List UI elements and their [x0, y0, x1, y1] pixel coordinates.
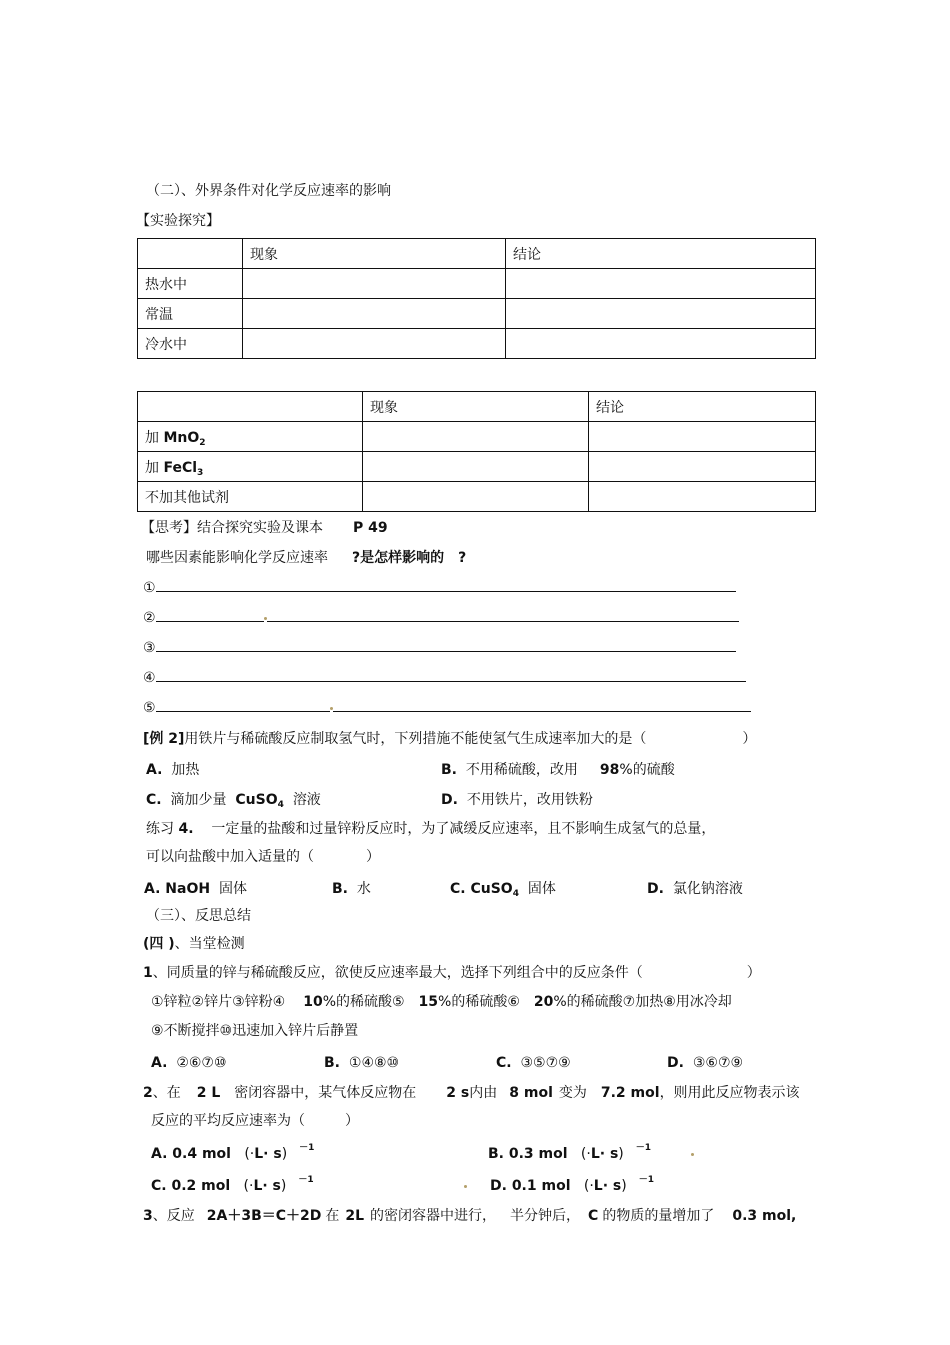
table-cell — [138, 239, 243, 269]
q2-stem: 2、在 2 L 密闭容器中，某气体反应物在 2 s内由 8 mol 变为 7.2 mol，则用此反应物表示该 — [143, 1085, 800, 1101]
table-header-phenomenon: 现象 — [243, 239, 506, 269]
example2-option-d: D. 不用铁片，改用铁粉 — [441, 792, 593, 808]
answer-blank-1[interactable]: ① — [143, 579, 736, 597]
practice4-option-d: D. 氯化钠溶液 — [647, 881, 743, 897]
section3-title: （三）、反思总结 — [146, 908, 251, 924]
q1-option-b: B. ①④⑧⑩ — [324, 1055, 400, 1071]
practice4-line2: 可以向盐酸中加入适量的（ ） — [146, 849, 380, 865]
answer-blank-2[interactable]: ② — [143, 609, 739, 627]
table-row — [138, 482, 816, 512]
table-cell — [138, 392, 363, 422]
table-header-row — [138, 239, 816, 269]
q1-option-a: A. ②⑥⑦⑩ — [151, 1055, 227, 1071]
table-cell — [506, 299, 816, 329]
row-label: 冷水中 — [138, 329, 243, 359]
q2-stem-cont: 反应的平均反应速率为（ ） — [151, 1113, 359, 1129]
experiment-heading: 【实验探究】 — [136, 213, 220, 229]
table-header-row — [138, 392, 816, 422]
q3-stem: 3、反应 2A＋3B＝C＋2D 在 2L 的密闭容器中进行， 半分钟后， C 的物质的量增加了 0.3 mol, — [143, 1208, 797, 1224]
catalyst-table — [137, 391, 816, 512]
table-header-phenomenon: 现象 — [363, 392, 589, 422]
question-line: 哪些因素能影响化学反应速率 ?是怎样影响的 ? — [146, 550, 467, 566]
example2-option-b: B. 不用稀硫酸，改用 98%的硫酸 — [441, 762, 675, 778]
practice4-option-a: A. NaOH 固体 — [144, 881, 247, 897]
table-cell — [363, 422, 589, 452]
answer-blank-5[interactable]: ⑤ — [143, 699, 751, 717]
section4-title: (四 )、当堂检测 — [143, 936, 245, 952]
example2-option-c: C. 滴加少量 CuSO$_4$ 溶液 — [146, 792, 321, 810]
q1-conditions: ①锌粒②锌片③锌粉④ 10%的稀硫酸⑤ 15%的稀硫酸⑥ 20%的稀硫酸⑦加热⑧用冰冷却 — [151, 994, 732, 1010]
answer-blank-4[interactable]: ④ — [143, 669, 746, 687]
q2-option-b: B. 0.3 mol (·L· s) $^{-1}$ — [488, 1145, 694, 1165]
table-header-conclusion: 结论 — [589, 392, 816, 422]
q1-stem: 1、同质量的锌与稀硫酸反应，欲使反应速率最大，选择下列组合中的反应条件（ ） — [143, 965, 761, 981]
table-cell — [363, 482, 589, 512]
table-cell — [243, 329, 506, 359]
row-label: 不加其他试剂 — [138, 482, 363, 512]
section-title: （二）、外界条件对化学反应速率的影响 — [146, 183, 391, 199]
answer-blank-3[interactable]: ③ — [143, 639, 736, 657]
row-label: 热水中 — [138, 269, 243, 299]
table-row — [138, 452, 816, 482]
table-cell — [506, 269, 816, 299]
temperature-table — [137, 238, 816, 359]
q2-option-a: A. 0.4 mol (·L· s) $^{-1}$ — [151, 1143, 315, 1162]
practice4-option-b: B. 水 — [332, 881, 371, 897]
q1-option-d: D. ③⑥⑦⑨ — [667, 1055, 744, 1071]
table-cell — [506, 329, 816, 359]
table-row — [138, 422, 816, 452]
practice4-line1: 练习 4. 一定量的盐酸和过量锌粉反应时，为了减缓反应速率，且不影响生成氢气的总量， — [146, 821, 716, 837]
row-label-mno2: 加 MnO$_2$ — [138, 422, 363, 452]
table-cell — [589, 482, 816, 512]
table-row — [138, 269, 816, 299]
table-row — [138, 329, 816, 359]
table-row — [138, 299, 816, 329]
row-label: 常温 — [138, 299, 243, 329]
practice4-option-c: C. CuSO$_4$ 固体 — [450, 881, 556, 899]
table-header-conclusion: 结论 — [506, 239, 816, 269]
q1-conditions-cont: ⑨不断搅拌⑩迅速加入锌片后静置 — [151, 1023, 359, 1039]
example2-stem: [例 2]用铁片与稀硫酸反应制取氢气时，下列措施不能使氢气生成速率加大的是（ ） — [143, 731, 757, 747]
think-line: 【思考】结合探究实验及课本 P 49 — [141, 520, 388, 536]
table-cell — [363, 452, 589, 482]
example2-option-a: A. 加热 — [146, 762, 200, 778]
row-label-fecl3: 加 FeCl$_3$ — [138, 452, 363, 482]
q2-option-c: C. 0.2 mol (·L· s) $^{-1}$ — [151, 1177, 467, 1197]
table-cell — [243, 299, 506, 329]
q1-option-c: C. ③⑤⑦⑨ — [496, 1055, 571, 1071]
table-cell — [243, 269, 506, 299]
table-cell — [589, 422, 816, 452]
q2-option-d: D. 0.1 mol (·L· s) $^{-1}$ — [490, 1175, 654, 1194]
table-cell — [589, 452, 816, 482]
